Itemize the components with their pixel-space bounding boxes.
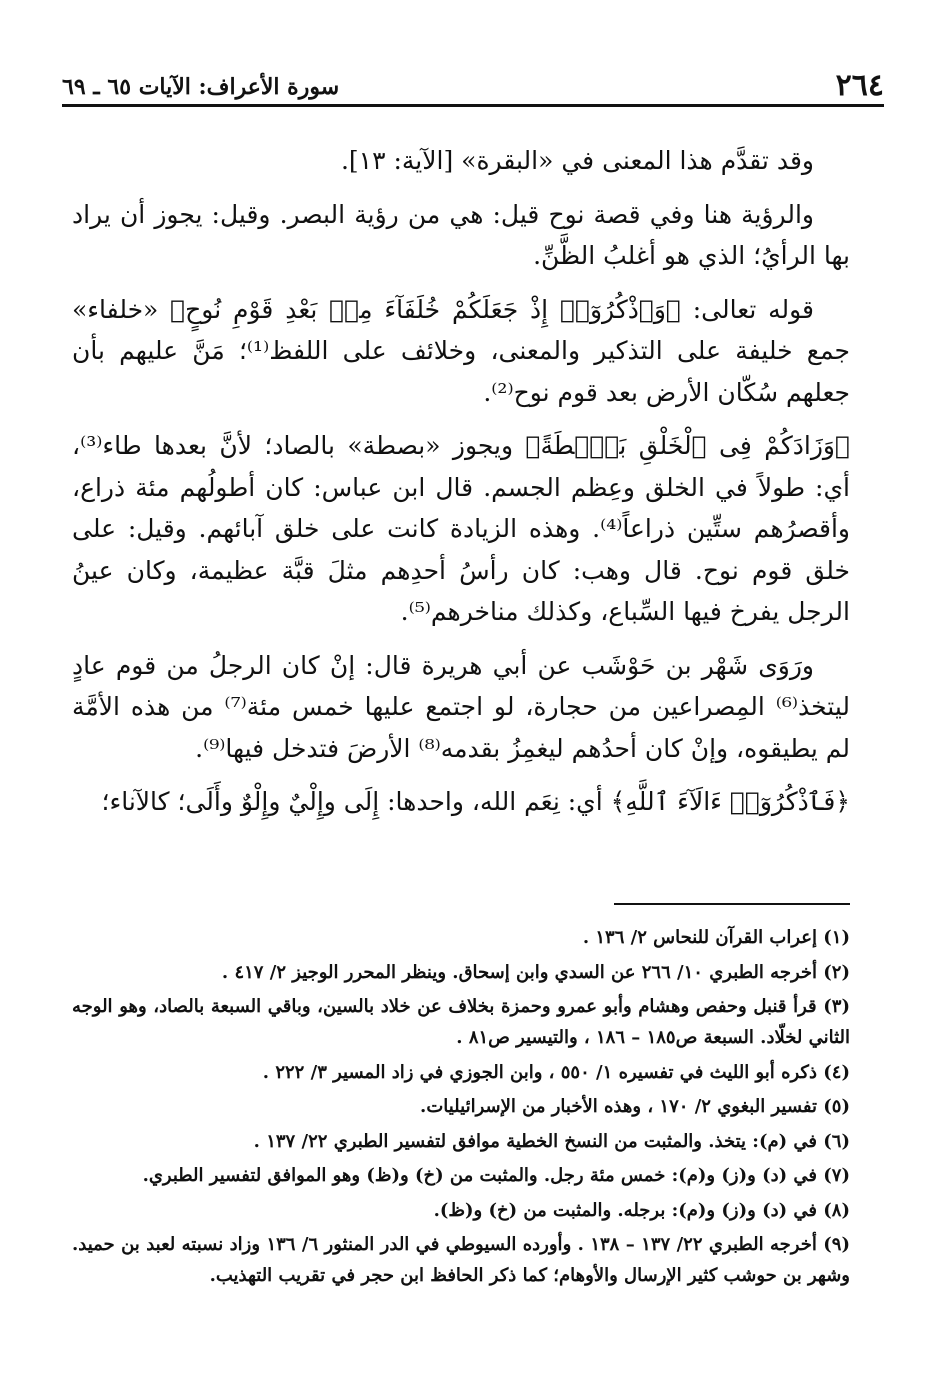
footnote: (٤) ذكره أبو الليث في تفسيره ١/ ٥٥٠ ، وابن الجوزي في زاد المسير ٣/ ٢٢٢ . bbox=[262, 1061, 850, 1083]
paragraph: ﴿فَٱذْكُرُوٓا۟ ءَالَآءَ ٱللَّهِ﴾ أي: نِعَم الله، واحدها: إِلَى وإِلْيٌ وإِلْوٌ وأَلَى؛ كالآناء؛ bbox=[101, 787, 850, 816]
footnote: (٩) أخرجه الطبري ٢٢/ ١٣٧ – ١٣٨ . وأورده السيوطي في الدر المنثور ٦/ ١٣٦ وزاد نسبته لعبد بن حميد. وشهر بن حوشب كثير الإرسال والأوهام؛ كما ذكر الحافظ ابن حجر في تقريب التهذيب. bbox=[72, 1234, 850, 1286]
footnote: (٢) أخرجه الطبري ١٠/ ٢٦٦ عن السدي وابن إسحاق. وينظر المحرر الوجيز ٢/ ٤١٧ . bbox=[221, 961, 850, 983]
paragraph: قوله تعالى: ﴿وَٱذْكُرُوٓا۟ إِذْ جَعَلَكُمْ خُلَفَآءَ مِنۢ بَعْدِ قَوْمِ نُوحٍ﴾ «خلفاء» جمع خليفة على التذكير والمعنى، وخلائف على اللفظ⁽¹⁾؛ مَنَّ عليهم بأن جعلهم سُكّان الأرض بعد قوم نوح⁽²⁾. bbox=[72, 294, 851, 407]
footnote: (٨) في (د) و(ز) و(م): برجله. والمثبت من (خ) و(ظ). bbox=[433, 1199, 850, 1221]
paragraph: ﴿وَزَادَكُمْ فِى ٱلْخَلْقِ بَصْۜطَةً﴾ ويجوز «بصطة» بالصاد؛ لأنَّ بعدها طاء⁽³⁾، أي: طولاً في الخلق وعِظم الجسم. قال ابن عباس: كان أطولُهم مئة ذراع، وأقصرُهم ستِّين ذراعاً⁽⁴⁾. وهذه الزيادة كانت على خلق آبائهم. وقيل: على خلق قوم نوح. قال وهب: كان رأسُ أحدِهم مثلَ قبَّة عظيمة، وكان عينُ الرجل يفرخ فيها السِّباع، وكذلك مناخرهم⁽⁵⁾. bbox=[72, 431, 850, 626]
paragraph: وقد تقدَّم هذا المعنى في «البقرة» [الآية: ١٣]. bbox=[340, 146, 814, 175]
paragraph: والرؤية هنا وفي قصة نوح قيل: هي من رؤية البصر. وقيل: يجوز أن يراد بها الرأيُ؛ الذي هو أغلبُ الظَّنِّ. bbox=[72, 199, 850, 270]
running-title: سورة الأعراف: الآيات ٦٥ ـ ٦٩ bbox=[62, 74, 340, 100]
footnote: (٣) قرأ قنبل وحفص وهشام وأبو عمرو وحمزة بخلاف عن خلاد بالسين، وباقي السبعة بالصاد، وهو الوجه الثاني لخلّاد. السبعة ص١٨٥ – ١٨٦ ، والتيسير ص٨١ . bbox=[72, 996, 850, 1048]
footnote: (١) إعراب القرآن للنحاس ٢/ ١٣٦ . bbox=[582, 927, 850, 948]
footnote: (٧) في (د) و(ز) و(م): خمس مئة رجل. والمثبت من (خ) و(ظ) وهو الموافق لتفسير الطبري. bbox=[142, 1165, 850, 1186]
paragraph: ورَوَى شَهْر بن حَوْشَب عن أبي هريرة قال: إنْ كان الرجلُ من قوم عادٍ ليتخذ⁽⁶⁾ المِصراعين من حجارة، لو اجتمع عليها خمس مئة⁽⁷⁾ من هذه الأمَّة لم يطيقوه، وإنْ كان أحدُهم ليغمِزُ بقدمه⁽⁸⁾ الأرضَ فتدخل فيها⁽⁹⁾. bbox=[72, 650, 850, 763]
main-text bbox=[72, 140, 850, 835]
page-number: ٢٦٤ bbox=[835, 68, 884, 103]
footnote: (٥) تفسير البغوي ٢/ ١٧٠ ، وهذه الأخبار من الإسرائيليات. bbox=[420, 1096, 850, 1117]
footnotes bbox=[72, 922, 850, 1295]
page-header bbox=[62, 66, 884, 102]
footnote: (٦) في (م): يتخذ. والمثبت من النسخ الخطية موافق لتفسير الطبري ٢٢/ ١٣٧ . bbox=[253, 1130, 850, 1152]
header-rule bbox=[62, 104, 884, 107]
footnote-separator bbox=[614, 903, 850, 905]
